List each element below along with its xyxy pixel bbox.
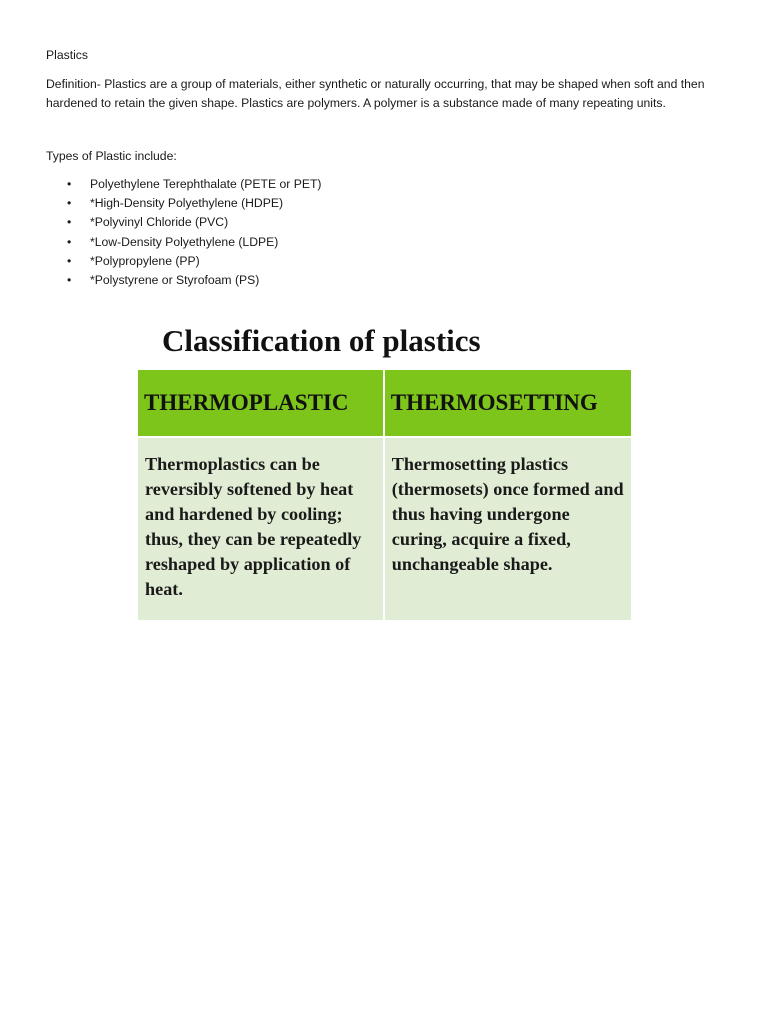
types-heading: Types of Plastic include: bbox=[46, 149, 177, 163]
list-item bbox=[46, 233, 736, 252]
bullet-icon: • bbox=[67, 273, 72, 288]
document-body bbox=[46, 46, 736, 290]
bullet-icon: • bbox=[67, 253, 72, 268]
definition-paragraph: Definition- Plastics are a group of materials, either synthetic or naturally occurring, that may be shaped when soft and then hardened to retain the given shape. Plastics are polymers. A polymer is a substance made of many repeating units. bbox=[46, 77, 705, 110]
table-header-row bbox=[138, 370, 631, 436]
list-item bbox=[46, 194, 736, 213]
list-item-text: *Low-Density Polyethylene (LDPE) bbox=[90, 234, 279, 249]
document-title: Plastics bbox=[46, 48, 88, 62]
thermoplastic-description: Thermoplastics can be reversibly softened by heat and hardened by cooling; thus, they can be repeatedly reshaped by application of heat. bbox=[138, 438, 383, 620]
list-item-text: *Polypropylene (PP) bbox=[90, 253, 200, 268]
list-item bbox=[46, 175, 736, 194]
bullet-icon: • bbox=[67, 196, 72, 211]
list-item bbox=[46, 252, 736, 271]
list-item-text: *Polystyrene or Styrofoam (PS) bbox=[90, 273, 260, 288]
thermosetting-heading: THERMOSETTING bbox=[385, 370, 631, 436]
list-item-text: *High-Density Polyethylene (HDPE) bbox=[90, 196, 284, 211]
bullet-icon: • bbox=[67, 234, 72, 249]
list-item bbox=[46, 213, 736, 232]
list-item bbox=[46, 271, 736, 290]
bullet-icon: • bbox=[67, 215, 72, 230]
table-row bbox=[138, 438, 631, 620]
thermoplastic-heading: THERMOPLASTIC bbox=[138, 370, 383, 436]
figure-title: Classification of plastics bbox=[162, 323, 481, 358]
plastic-types-list bbox=[46, 175, 736, 290]
list-item-text: Polyethylene Terephthalate (PETE or PET) bbox=[90, 177, 322, 191]
list-item-text: *Polyvinyl Chloride (PVC) bbox=[90, 215, 229, 230]
bullet-icon: • bbox=[67, 177, 72, 191]
thermosetting-description: Thermosetting plastics (thermosets) once formed and thus having undergone curing, acquire a fixed, unchangeable shape. bbox=[385, 438, 631, 620]
classification-table bbox=[136, 368, 633, 622]
classification-figure bbox=[138, 318, 635, 622]
